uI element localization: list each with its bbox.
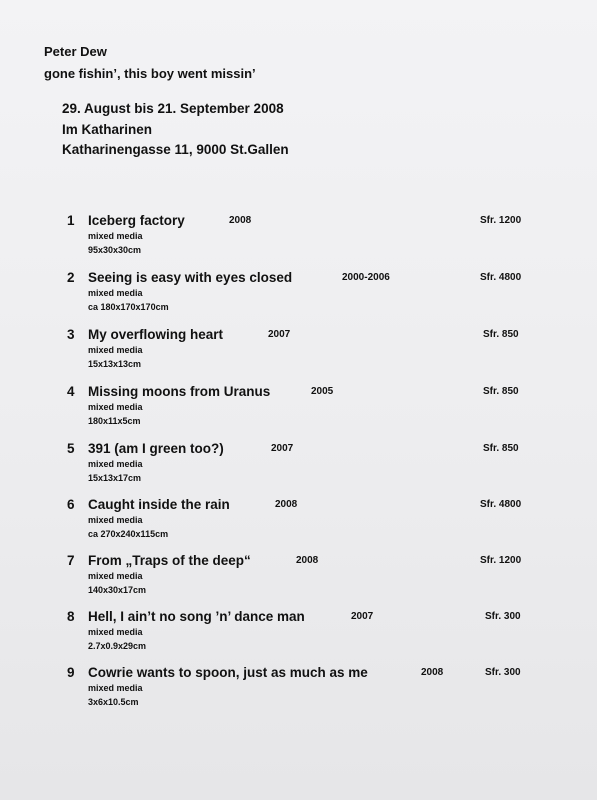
work-price: Sfr. 850 [483, 329, 519, 340]
work-number: 8 [67, 609, 75, 624]
work-title: My overflowing heart [88, 327, 224, 342]
work-title: 391 (am I green too?) [88, 441, 224, 456]
work-price: Sfr. 4800 [480, 499, 522, 510]
work-dimensions: 95x30x30cm [88, 245, 142, 255]
work-dimensions: 2.7x0.9x29cm [88, 641, 147, 651]
work-price: Sfr. 4800 [480, 272, 522, 283]
work-medium: mixed media [88, 288, 143, 298]
work-price: Sfr. 850 [483, 443, 519, 454]
work-title: Iceberg factory [88, 213, 185, 228]
work-item [0, 327, 597, 383]
work-medium: mixed media [88, 571, 143, 581]
work-year: 2008 [275, 499, 298, 510]
work-year: 2008 [229, 215, 252, 226]
work-medium: mixed media [88, 515, 143, 525]
work-number: 3 [67, 327, 75, 342]
work-dimensions: ca 270x240x115cm [88, 529, 169, 539]
work-dimensions: 15x13x17cm [88, 473, 142, 483]
work-number: 6 [67, 497, 75, 512]
work-number: 7 [67, 553, 75, 568]
artist-name: Peter Dew [44, 44, 107, 59]
exhibition-title: gone fishin’, this boy went missin’ [44, 66, 256, 81]
work-year: 2008 [421, 667, 444, 678]
work-item [0, 441, 597, 497]
work-year: 2007 [271, 443, 294, 454]
work-dimensions: 140x30x17cm [88, 585, 147, 595]
work-price: Sfr. 1200 [480, 215, 522, 226]
work-title: From „Traps of the deep“ [88, 553, 251, 568]
work-item [0, 553, 597, 609]
work-year: 2008 [296, 555, 319, 566]
work-dimensions: 3x6x10.5cm [88, 697, 139, 707]
work-number: 4 [67, 384, 75, 399]
work-title: Cowrie wants to spoon, just as much as me [88, 665, 368, 680]
work-year: 2007 [268, 329, 291, 340]
work-year: 2000-2006 [342, 272, 390, 283]
work-year: 2005 [311, 386, 334, 397]
work-title: Caught inside the rain [88, 497, 230, 512]
work-medium: mixed media [88, 231, 143, 241]
work-number: 1 [67, 213, 75, 228]
work-item [0, 609, 597, 665]
work-number: 2 [67, 270, 75, 285]
work-year: 2007 [351, 611, 374, 622]
work-number: 9 [67, 665, 75, 680]
work-number: 5 [67, 441, 75, 456]
work-price: Sfr. 300 [485, 667, 521, 678]
work-item [0, 213, 597, 269]
work-dimensions: ca 180x170x170cm [88, 302, 169, 312]
exhibition-venue: Im Katharinen [62, 122, 153, 137]
work-title: Seeing is easy with eyes closed [88, 270, 293, 285]
work-medium: mixed media [88, 683, 143, 693]
work-dimensions: 15x13x13cm [88, 359, 142, 369]
work-medium: mixed media [88, 627, 143, 637]
work-item [0, 384, 597, 440]
exhibition-address: Katharinengasse 11, 9000 St.Gallen [62, 142, 289, 157]
work-item [0, 497, 597, 553]
work-price: Sfr. 850 [483, 386, 519, 397]
work-medium: mixed media [88, 459, 143, 469]
work-medium: mixed media [88, 402, 143, 412]
work-title: Hell, I ain’t no song ’n’ dance man [88, 609, 305, 624]
work-item [0, 665, 597, 721]
work-dimensions: 180x11x5cm [88, 416, 141, 426]
work-price: Sfr. 300 [485, 611, 521, 622]
work-item [0, 270, 597, 326]
work-price: Sfr. 1200 [480, 555, 522, 566]
work-medium: mixed media [88, 345, 143, 355]
exhibition-dates: 29. August bis 21. September 2008 [62, 101, 284, 116]
work-title: Missing moons from Uranus [88, 384, 271, 399]
